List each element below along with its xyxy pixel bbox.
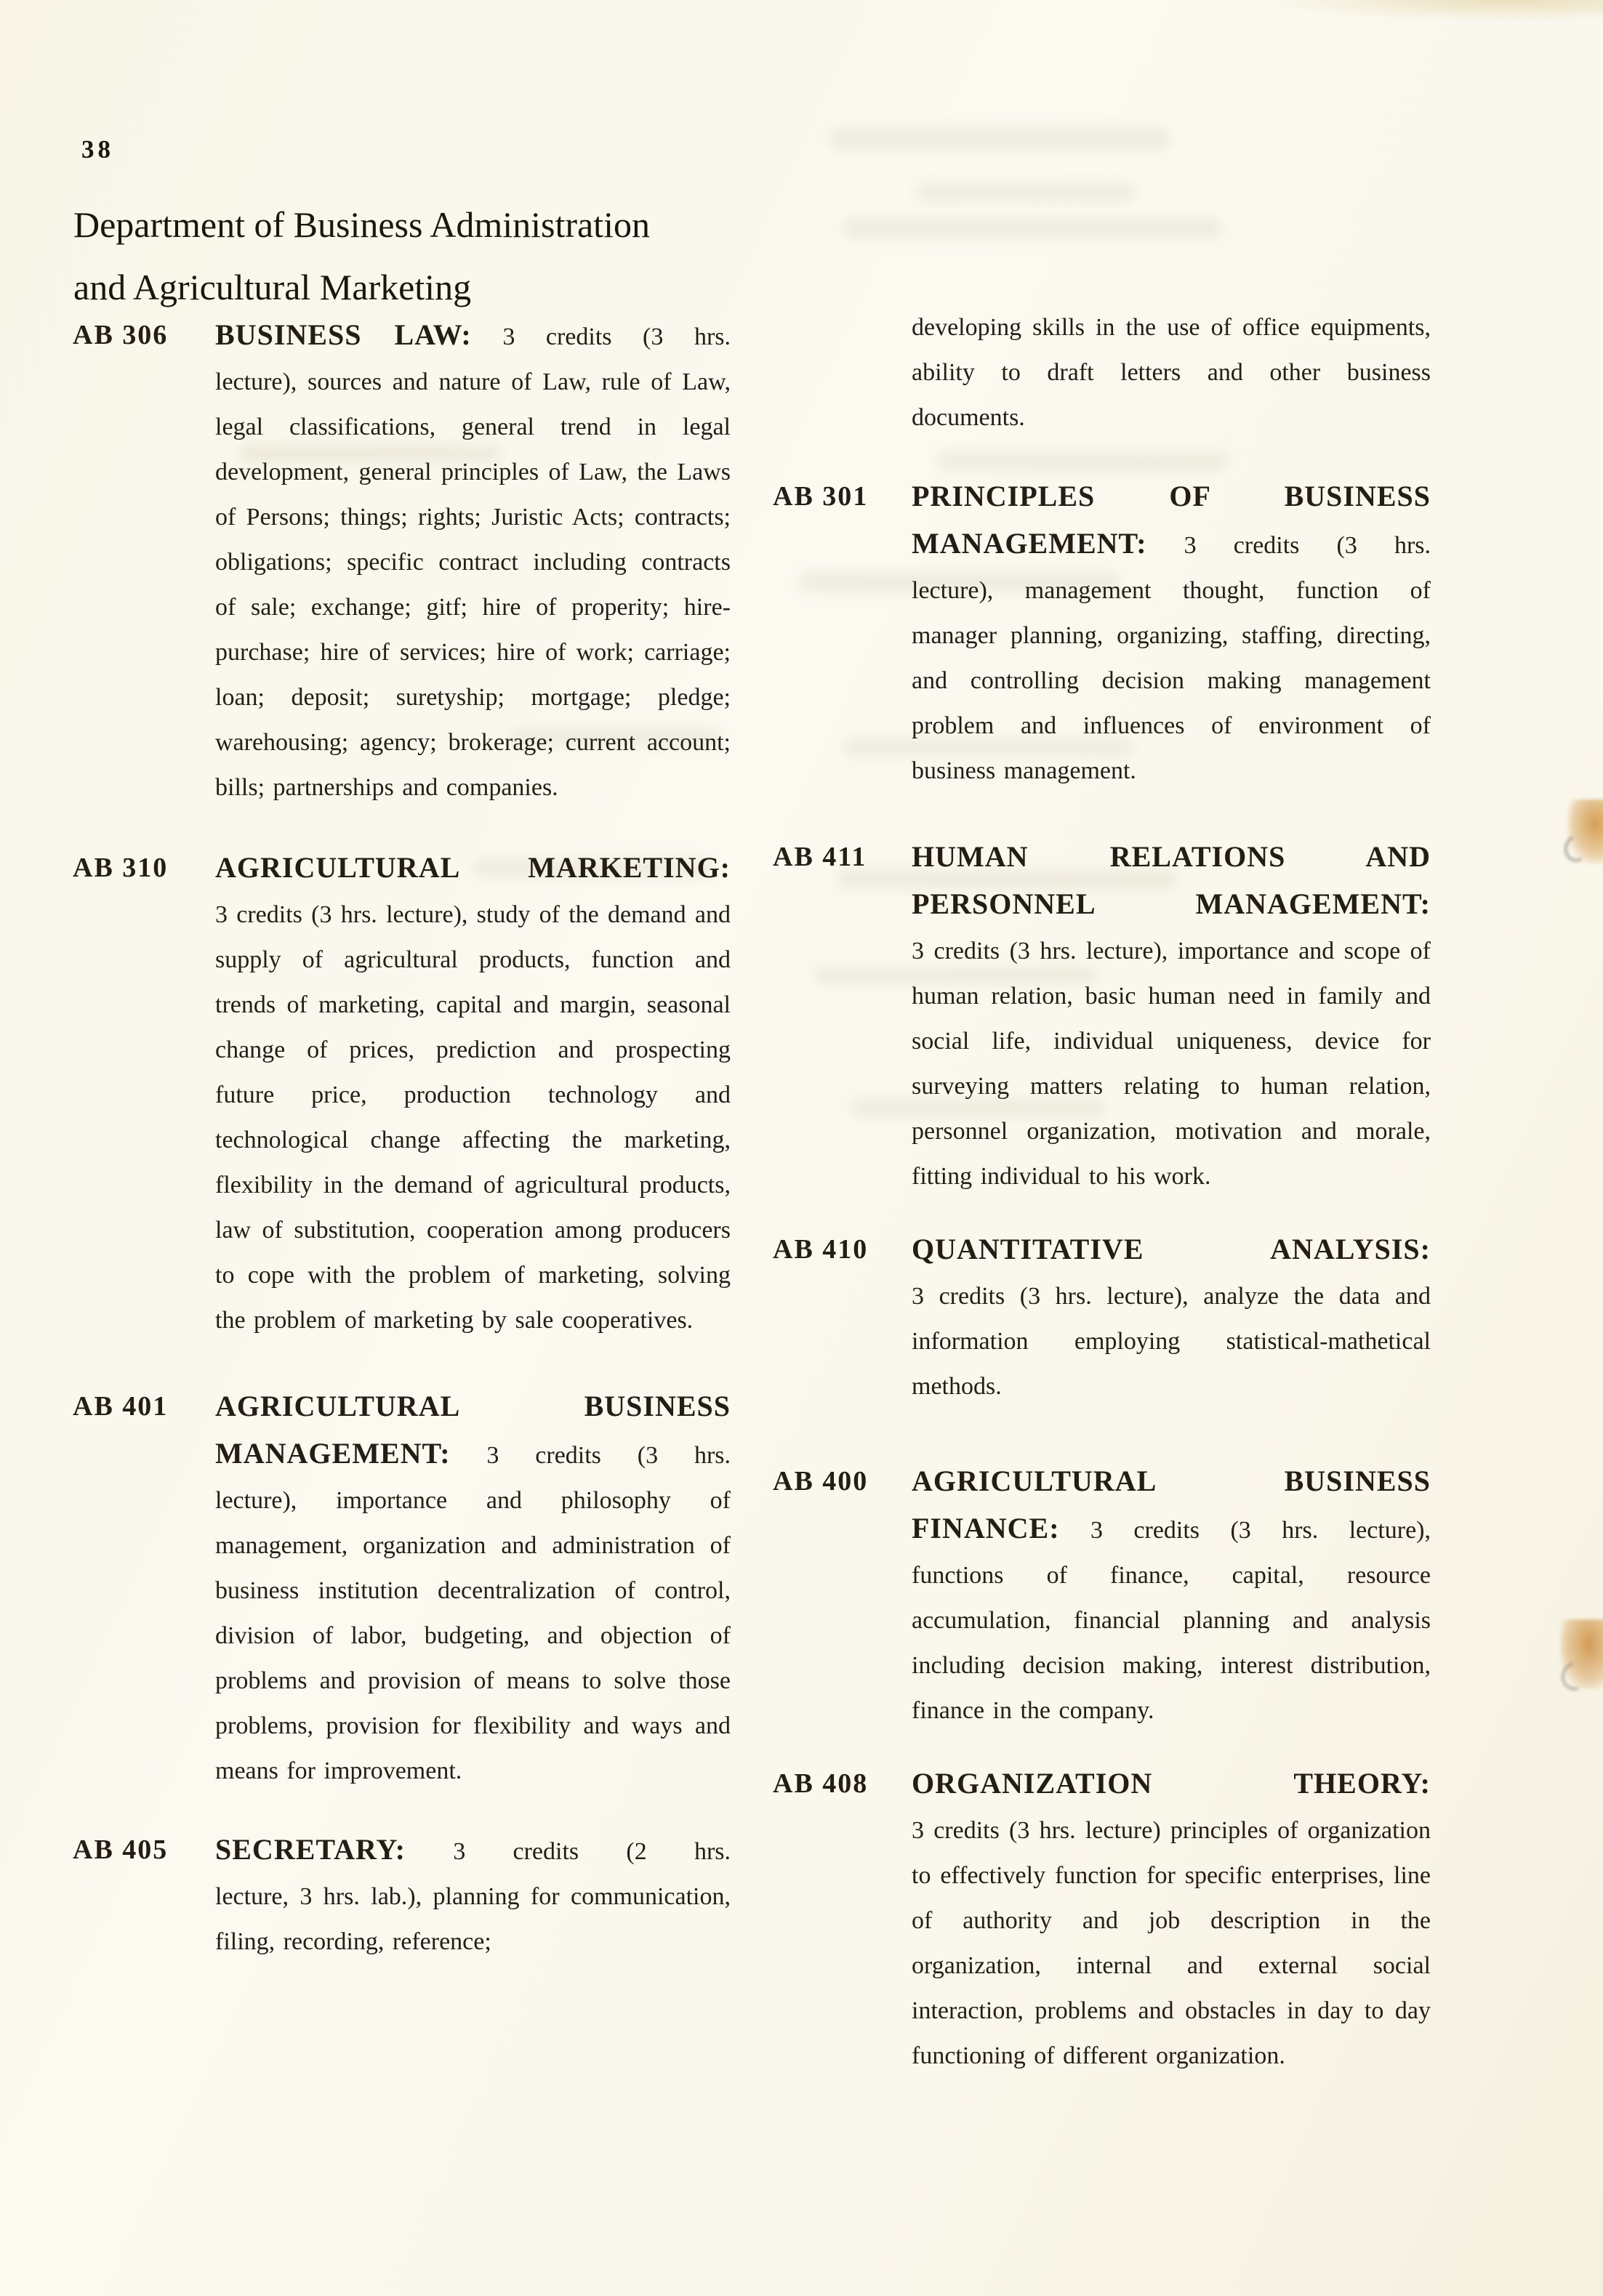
course-code: AB 411 (773, 842, 867, 872)
course-title: ORGANIZATION THEORY: (912, 1767, 1431, 1800)
course-title: PRINCIPLES OF BUSINESS (912, 480, 1431, 512)
course-ab-410 (773, 1227, 1431, 1409)
course-title: MANAGEMENT: 3 credits (3 hrs. (912, 527, 1431, 560)
bleed-through-smudge (829, 128, 1170, 150)
scan-smudge (1269, 0, 1603, 22)
course-title: FINANCE: 3 credits (3 hrs. lecture), (912, 1512, 1431, 1544)
course-code: AB 306 (73, 320, 169, 350)
right-column (773, 305, 1431, 2079)
course-ab-408 (773, 1761, 1431, 2079)
course-description: lecture), management thought, function of manager planning, organizing, staffing, directing, and controlling decision making management problem and influences of environment of business management. (912, 577, 1431, 784)
course-description: 3 credits (3 hrs. lecture), study of the demand and supply of agricultural products, function and trends of marketing, capital and margin, seasonal change of prices, prediction and prospecting future price, production technology and technological change affecting the marketing, flexibility in the demand of agricultural products, law of substitution, cooperation among producers to cope with the problem of marketing, solving the problem of marketing by sale cooperatives. (215, 901, 731, 1334)
left-column (73, 313, 731, 1965)
course-code: AB 408 (773, 1768, 869, 1799)
paper-stain (1567, 799, 1603, 863)
course-title: MANAGEMENT: 3 credits (3 hrs. (215, 1437, 731, 1470)
course-ab-301 (773, 474, 1431, 794)
course-title: AGRICULTURAL BUSINESS (912, 1465, 1431, 1497)
course-description: lecture), importance and philosophy of management, organization and administration of business institution decentralization of control, division of labor, budgeting, and objection of problems and provision of means to solve those problems, provision for flexibility and ways and means for improvement. (215, 1487, 731, 1784)
bleed-through-smudge (843, 218, 1221, 238)
paper-stain (1560, 1619, 1603, 1689)
course-ab-411 (773, 834, 1431, 1199)
course-code: AB 400 (773, 1466, 869, 1497)
course-description: lecture, 3 hrs. lab.), planning for communication, filing, recording, reference; (215, 1883, 731, 1955)
course-title: AGRICULTURAL BUSINESS (215, 1390, 731, 1422)
course-title: HUMAN RELATIONS AND (912, 840, 1431, 873)
course-ab-405-continuation: developing skills in the use of office equipments, ability to draft letters and other business documents. (912, 314, 1431, 431)
course-title: QUANTITATIVE ANALYSIS: (912, 1233, 1431, 1265)
course-ab-310 (73, 845, 731, 1343)
course-code: AB 310 (73, 853, 169, 883)
course-code: AB 410 (773, 1234, 869, 1265)
course-code: AB 405 (73, 1834, 169, 1865)
course-description: lecture), sources and nature of Law, rule of Law, legal classifications, general trend in legal development, general principles of Law, the Laws of Persons; things; rights; Juristic Acts; contracts; obligations; specific contract including contracts of sale; exchange; gitf; hire of properity; hire-purchase; hire of services; hire of work; carriage; loan; deposit; suretyship; mortgage; pledge; warehousing; agency; brokerage; current account; bills; partnerships and companies. (215, 368, 731, 801)
bleed-through-smudge (916, 183, 1134, 202)
department-title (73, 193, 800, 318)
course-description: 3 credits (3 hrs. lecture), importance and scope of human relation, basic human need in family and social life, individual uniqueness, device for surveying matters relating to human relation, personnel organization, motivation and morale, fitting individual to his work. (912, 938, 1431, 1190)
course-code: AB 401 (73, 1391, 169, 1422)
course-description: 3 credits (3 hrs. lecture) principles of organization to effectively function for specific enterprises, line of authority and job description in the organization, internal and external social interaction, problems and obstacles in day to day functioning of different organization. (912, 1817, 1431, 2069)
page-number: 38 (81, 135, 114, 164)
department-title-line2: and Agricultural Marketing (73, 267, 472, 307)
course-ab-401 (73, 1384, 731, 1794)
course-ab-400 (773, 1459, 1431, 1733)
course-title: BUSINESS LAW: 3 credits (3 hrs. (215, 318, 731, 351)
course-ab-405 (73, 1827, 731, 1965)
course-code: AB 301 (773, 481, 869, 512)
department-title-line1: Department of Business Administration (73, 204, 650, 245)
course-description: functions of finance, capital, resource accumulation, financial planning and analysis including decision making, interest distribution, finance in the company. (912, 1562, 1431, 1724)
course-title: PERSONNEL MANAGEMENT: (912, 887, 1431, 920)
course-title: SECRETARY: 3 credits (2 hrs. (215, 1833, 731, 1866)
course-description: 3 credits (3 hrs. lecture), analyze the data and information employing statistical-mathetical methods. (912, 1283, 1431, 1400)
course-title: AGRICULTURAL MARKETING: (215, 851, 731, 884)
course-ab-306 (73, 313, 731, 810)
